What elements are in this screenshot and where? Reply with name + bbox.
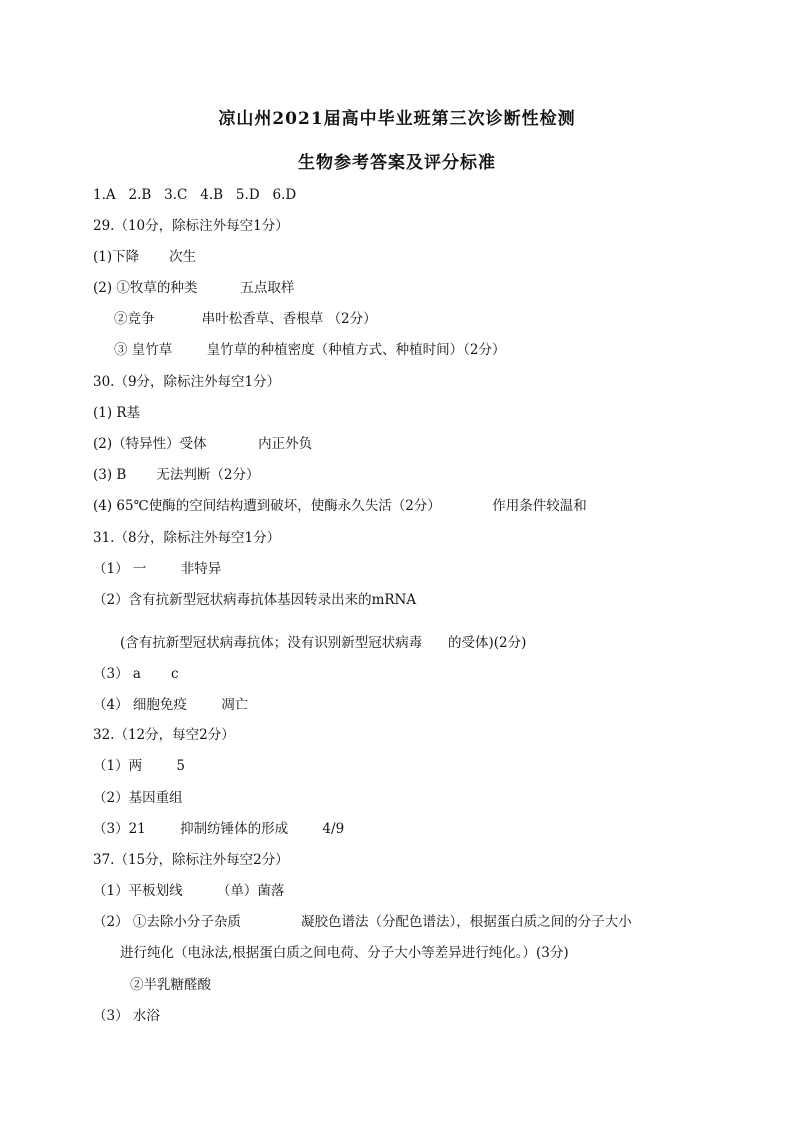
document-subtitle: 生物参考答案及评分标准	[298, 153, 496, 173]
answer-line-q37-2b: 进行纯化（电泳法,根据蛋白质之间电荷、分子大小等差异进行纯化。）(3分)	[120, 945, 569, 961]
answer-line-q32-header: 32.（12分，每空2分）	[93, 727, 235, 743]
document-title: 凉山州2021届高中毕业班第三次诊断性检测	[218, 109, 576, 129]
answer-line-q37-header: 37.（15分，除标注外每空2分）	[93, 852, 289, 868]
answer-line-q37-2a: （2） ①去除小分子杂质 凝胶色谱法（分配色谱法），根据蛋白质之间的分子大小	[93, 914, 632, 930]
answer-line-q37-1: （1）平板划线 （单）菌落	[93, 883, 285, 899]
answer-line-q29-2c: ③ 皇竹草 皇竹草的种植密度（种植方式、种植时间）（2分）	[114, 342, 506, 358]
answer-line-q30-header: 30.（9分，除标注外每空1分）	[93, 374, 281, 390]
answer-line-q30-1: (1) R基	[93, 405, 141, 421]
answer-line-q31-3: （3） a c	[93, 666, 179, 682]
answer-line-q30-2: (2)（特异性）受体 内正外负	[93, 436, 313, 452]
answer-line-q32-2: （2）基因重组	[93, 790, 183, 806]
answer-line-q31-4: （4） 细胞免疫 凋亡	[93, 697, 249, 713]
answer-line-choice: 1.A 2.B 3.C 4.B 5.D 6.D	[93, 187, 297, 203]
answer-line-q29-1: (1)下降 次生	[93, 249, 197, 265]
answer-line-q30-3: (3) B 无法判断（2分）	[93, 467, 260, 483]
answer-line-q31-2: （2）含有抗新型冠状病毒抗体基因转录出来的mRNA	[93, 592, 417, 608]
answer-line-q31-1: （1） 一 非特异	[93, 561, 222, 577]
answer-line-q37-2c: ②半乳糖醛酸	[130, 977, 211, 993]
answer-line-q29-2a: (2) ①牧草的种类 五点取样	[93, 280, 295, 296]
answer-line-q29-header: 29.（10分，除标注外每空1分）	[93, 218, 289, 234]
answer-line-q29-2b: ②竞争 串叶松香草、香根草 （2分）	[114, 311, 377, 327]
answer-line-q31-header: 31.（8分，除标注外每空1分）	[93, 530, 281, 546]
answer-line-q32-1: （1）两 5	[93, 758, 186, 774]
answer-line-q30-4: (4) 65℃使酶的空间结构遭到破坏，使酶永久失活（2分） 作用条件较温和	[93, 498, 587, 514]
answer-line-q37-3: （3） 水浴	[93, 1008, 160, 1024]
answer-line-q31-2-alt: (含有抗新型冠状病毒抗体；没有识别新型冠状病毒 的受体)(2分)	[120, 635, 527, 651]
answer-line-q32-3: （3）21 抑制纺锤体的形成 4/9	[93, 821, 345, 837]
